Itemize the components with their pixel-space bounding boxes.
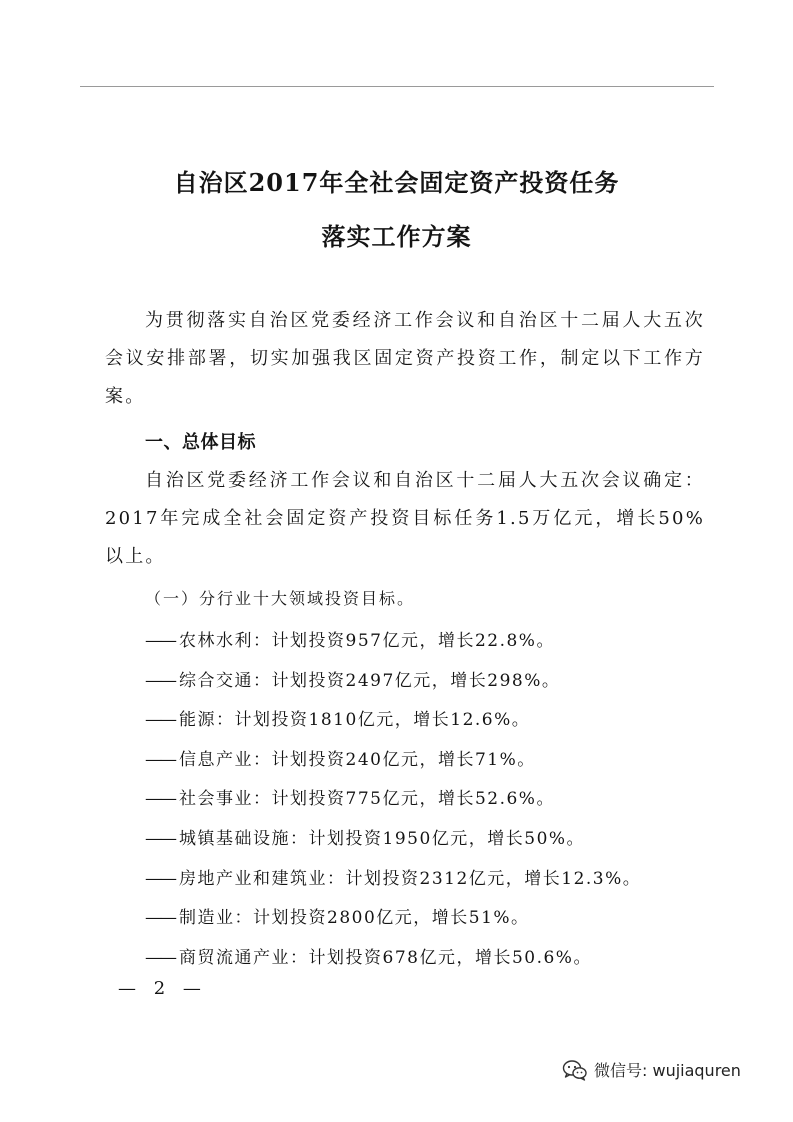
item-dash: —— (145, 670, 175, 691)
item-text: 房地产业和建筑业：计划投资2312亿元，增长12.3%。 (179, 868, 642, 889)
list-item (145, 864, 641, 904)
item-text: 综合交通：计划投资2497亿元，增长298%。 (179, 670, 561, 691)
list-item (145, 626, 641, 666)
intro-paragraph: 为贯彻落实自治区党委经济工作会议和自治区十二届人大五次会议安排部署，切实加强我区固定资产投资工作，制定以下工作方案。 (105, 310, 705, 407)
page-number: — 2 — (118, 978, 207, 999)
section-heading-overall-goals: 一、总体目标 (145, 432, 256, 453)
watermark-text: 微信号: wujiaquren (594, 1061, 741, 1080)
item-text: 制造业：计划投资2800亿元，增长51%。 (179, 908, 530, 929)
item-dash: —— (145, 947, 175, 968)
item-dash: —— (145, 631, 175, 651)
item-dash: —— (145, 828, 175, 849)
item-dash: —— (145, 789, 175, 810)
list-item (145, 784, 641, 824)
item-text: 农林水利：计划投资957亿元，增长22.8%。 (179, 631, 555, 651)
section-body-overall-goals: 自治区党委经济工作会议和自治区十二届人大五次会议确定：2017年完成全社会固定资产投资目标任务1.5万亿元，增长50%以上。 (105, 470, 705, 567)
list-item (145, 666, 641, 706)
item-dash: —— (145, 868, 175, 889)
document-title-line-2: 落实工作方案 (321, 222, 472, 251)
item-text: 信息产业：计划投资240亿元，增长71%。 (179, 749, 536, 770)
wechat-icon (562, 1059, 588, 1081)
list-item (145, 824, 641, 864)
item-text: 社会事业：计划投资775亿元，增长52.6%。 (179, 789, 555, 810)
list-item (145, 745, 641, 785)
item-dash: —— (145, 749, 175, 770)
list-item (145, 705, 641, 745)
document-title-line-1: 自治区2017年全社会固定资产投资任务 (173, 168, 620, 197)
sub-heading-ten-sectors: （一）分行业十大领域投资目标。 (145, 589, 416, 608)
item-text: 商贸流通产业：计划投资678亿元，增长50.6%。 (179, 947, 592, 968)
item-text: 城镇基础设施：计划投资1950亿元，增长50%。 (179, 828, 586, 849)
list-item (145, 903, 641, 943)
list-item (145, 943, 641, 983)
header-rule (80, 86, 714, 87)
item-text: 能源：计划投资1810亿元，增长12.6%。 (179, 710, 531, 731)
item-dash: —— (145, 908, 175, 929)
item-dash: —— (145, 710, 175, 731)
wechat-watermark (562, 1058, 741, 1081)
sector-target-list (145, 626, 641, 982)
